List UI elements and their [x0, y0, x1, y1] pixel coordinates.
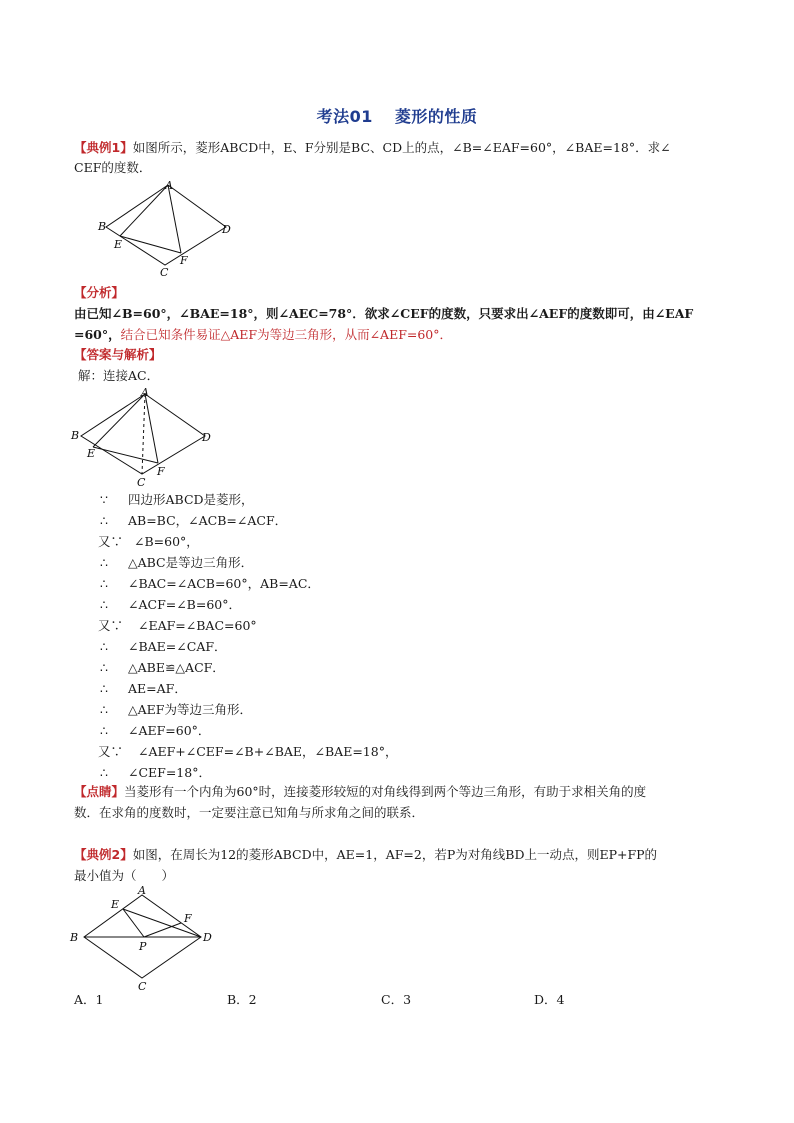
solution-step: ∴ ∠BAE=∠CAF．	[100, 639, 227, 654]
solution-step: ∵ 四边形ABCD是菱形，	[100, 492, 254, 507]
analysis-line1: 由已知∠B=60°，∠BAE=18°，则∠AEC=78°．欲求∠CEF的度数，只要求出∠AEF的度数即可，由∠EAF	[74, 306, 694, 321]
option-a: A．1	[74, 992, 104, 1007]
example1-line1	[74, 138, 671, 158]
option-d: D．4	[534, 992, 565, 1007]
tip-line1: 【点睛】当菱形有一个内角为60°时，连接菱形较短的对角线得到两个等边三角形，有助于求相关角的度	[74, 784, 647, 799]
solution-step: 又∵ ∠EAF=∠BAC=60°	[98, 618, 257, 633]
solution-step: 又∵ ∠B=60°，	[98, 534, 199, 549]
fig2-label-B: B	[71, 429, 80, 442]
solution-step: ∴ ∠CEF=18°．	[100, 765, 211, 780]
fig2-label-F: F	[157, 465, 165, 478]
solution-step: ∴ AB=BC，∠ACB=∠ACF．	[100, 513, 288, 528]
option-c: C．3	[381, 992, 412, 1007]
option-b: B．2	[227, 992, 257, 1007]
page-title	[0, 104, 794, 127]
analysis-highlight: 结合已知条件易证△AEF为等边三角形，从而∠AEF=60°．	[120, 327, 452, 342]
answer-intro: 解：连接AC．	[78, 368, 160, 383]
example2-line2: 最小值为（ ）	[74, 868, 175, 883]
solution-step: 又∵ ∠AEF+∠CEF=∠B+∠BAE，∠BAE=18°，	[98, 744, 398, 759]
solution-step: ∴ ∠ACF=∠B=60°．	[100, 597, 242, 612]
tip-line2: 数．在求角的度数时，一定要注意已知角与所求角之间的联系．	[74, 805, 425, 820]
answer-figure	[68, 386, 218, 488]
fig3-label-E: E	[111, 898, 120, 911]
fig2-label-A: A	[141, 386, 149, 399]
solution-step: ∴ AE=AF．	[100, 681, 187, 696]
fig1-label-D: D	[222, 223, 231, 236]
solution-step: ∴ △AEF为等边三角形．	[100, 702, 252, 717]
title-text: 菱形的性质	[394, 107, 478, 126]
fig1-label-F: F	[180, 254, 188, 267]
solution-step: ∴ ∠BAC=∠ACB=60°，AB=AC．	[100, 576, 320, 591]
example2-tag: 【典例2】	[74, 847, 133, 862]
fig2-label-C: C	[137, 476, 146, 488]
fig2-label-E: E	[87, 447, 96, 460]
analysis-tag: 【分析】	[74, 285, 125, 300]
fig3-label-F: F	[184, 912, 192, 925]
fig1-label-C: C	[160, 266, 169, 278]
fig3-label-C: C	[138, 980, 147, 992]
example1-line2: CEF的度数．	[74, 160, 152, 175]
analysis-line2: =60°，结合已知条件易证△AEF为等边三角形，从而∠AEF=60°．	[74, 327, 452, 342]
example2-figure	[66, 882, 226, 992]
example1-tag: 【典例1】	[74, 140, 133, 155]
tip-tag: 【点睛】	[74, 784, 125, 799]
example2-line1: 【典例2】如图，在周长为12的菱形ABCD中，AE=1，AF=2，若P为对角线BD上一动点，则EP+FP的	[74, 847, 658, 862]
fig1-label-B: B	[98, 220, 107, 233]
answer-tag: 【答案与解析】	[74, 347, 162, 362]
fig3-label-B: B	[70, 931, 79, 944]
example1-text1: 如图所示，菱形ABCD中，E、F分别是BC、CD上的点，∠B=∠EAF=60°，∠BAE=18°．求∠	[132, 140, 671, 155]
fig3-label-A: A	[138, 884, 146, 897]
solution-step: ∴ △ABC是等边三角形．	[100, 555, 254, 570]
title-prefix: 考法01	[316, 107, 373, 126]
fig1-label-A: A	[165, 179, 173, 192]
solution-step: ∴ △ABE≌△ACF．	[100, 660, 225, 675]
fig1-label-E: E	[114, 238, 123, 251]
fig3-label-D: D	[203, 931, 212, 944]
example1-figure	[96, 178, 236, 278]
fig3-label-P: P	[139, 940, 147, 953]
fig2-label-D: D	[202, 431, 211, 444]
solution-step: ∴ ∠AEF=60°．	[100, 723, 211, 738]
